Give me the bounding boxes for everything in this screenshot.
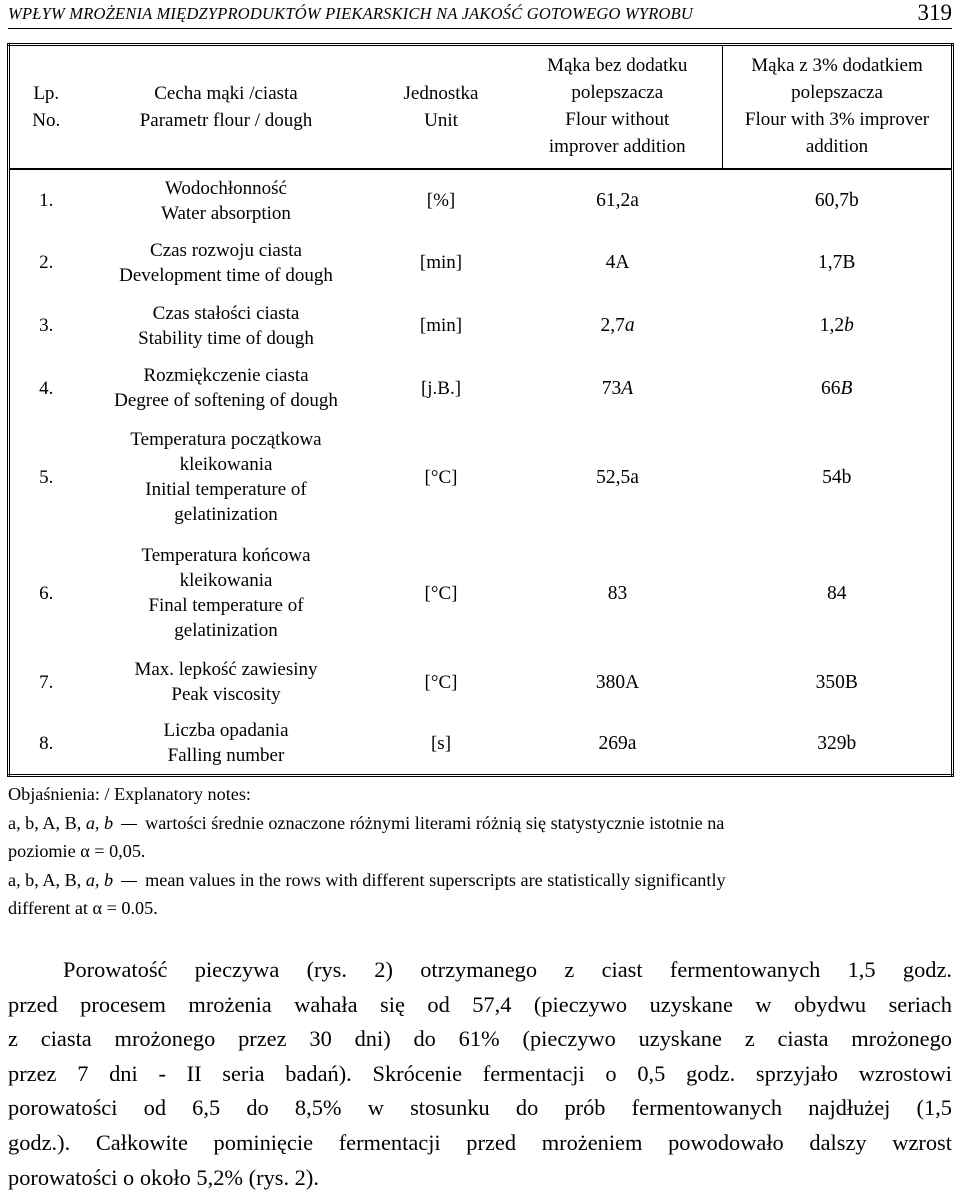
header-parameter: Cecha mąki /ciasta Parametr flour / dough (139, 83, 313, 131)
paragraph-line: z ciasta mrożonego przez 30 dni) do 61% (pieczywo uzyskane z ciasta mrożonego (8, 1026, 952, 1052)
table-row: 8. Liczba opadania Falling number [s] 269a 329b (39, 720, 857, 767)
paragraph-line: Porowatość pieczywa (rys. 2) otrzymanego z ciast fermentowanych 1,5 godz. (63, 957, 952, 982)
table-row: 3. Czas stałości ciasta Stability time of dough [min] 2,7a 1,2b (39, 302, 854, 349)
running-title: WPŁYW MROŻENIA MIĘDZYPRODUKTÓW PIEKARSKICH NA JAKOŚĆ GOTOWEGO WYROBU (8, 4, 694, 23)
header-rule (8, 28, 952, 29)
table-header-row (9, 45, 953, 170)
header-without-improver: Mąka bez dodatku polepszacza Flour without improver addition (513, 45, 723, 170)
page-number: 319 (917, 0, 952, 25)
header-with-improver: Mąka z 3% dodatkiem polepszacza Flour with 3% improver addition (744, 55, 930, 157)
table-row: 5. Temperatura początkowa kleikowania Initial temperature of gelatinization [°C] 52,5a 54b (39, 429, 852, 525)
notes-pl-line-2: poziomie α = 0,05. (8, 841, 146, 861)
explanatory-notes (8, 780, 908, 923)
notes-pl-line: a, b, A, B, a, b wartości średnie oznaczone różnymi literami różnią się statystycznie istotnie na (8, 812, 725, 833)
paragraph-line: przed procesem mrożenia wahała się od 57,4 (pieczywo uzyskane w obydwu seriach (8, 991, 952, 1017)
paragraph-line: godz.). Całkowite pominięcie fermentacji przed mrożeniem powodowało dalszy wzrost (8, 1129, 952, 1155)
header-unit: Jednostka Unit (403, 83, 479, 131)
paragraph-line: porowatości o około 5,2% (rys. 2). (8, 1164, 319, 1190)
results-table (7, 43, 954, 777)
paragraph-line: porowatości od 6,5 do 8,5% w stosunku do prób fermentowanych najdłużej (1,5 (8, 1095, 952, 1121)
body-paragraph (8, 953, 952, 1195)
notes-en-line-2: different at α = 0.05. (8, 898, 158, 918)
table-row: 1. Wodochłonność Water absorption [%] 61,2a 60,7b (39, 177, 859, 224)
notes-en-line: a, b, A, B, a, b mean values in the rows with different superscripts are statistically significantly (8, 869, 726, 890)
paragraph-line: przez 7 dni - II seria badań). Skrócenie fermentacji o 0,5 godz. sprzyjało wzrostowi (8, 1060, 952, 1086)
running-header (8, 0, 952, 30)
header-lp: Lp. No. (32, 83, 61, 131)
table-row: 4. Rozmiękczenie ciasta Degree of softening of dough [j.B.] 73A 66B (39, 365, 853, 411)
table-row: 2. Czas rozwoju ciasta Development time of dough [min] 4A 1,7B (39, 239, 856, 286)
table-row: 6. Temperatura końcowa kleikowania Final temperature of gelatinization [°C] 83 84 (39, 545, 847, 641)
notes-heading: Objaśnienia: / Explanatory notes: (8, 784, 251, 804)
table-row: 7. Max. lepkość zawiesiny Peak viscosity [°C] 380A 350B (39, 659, 858, 705)
